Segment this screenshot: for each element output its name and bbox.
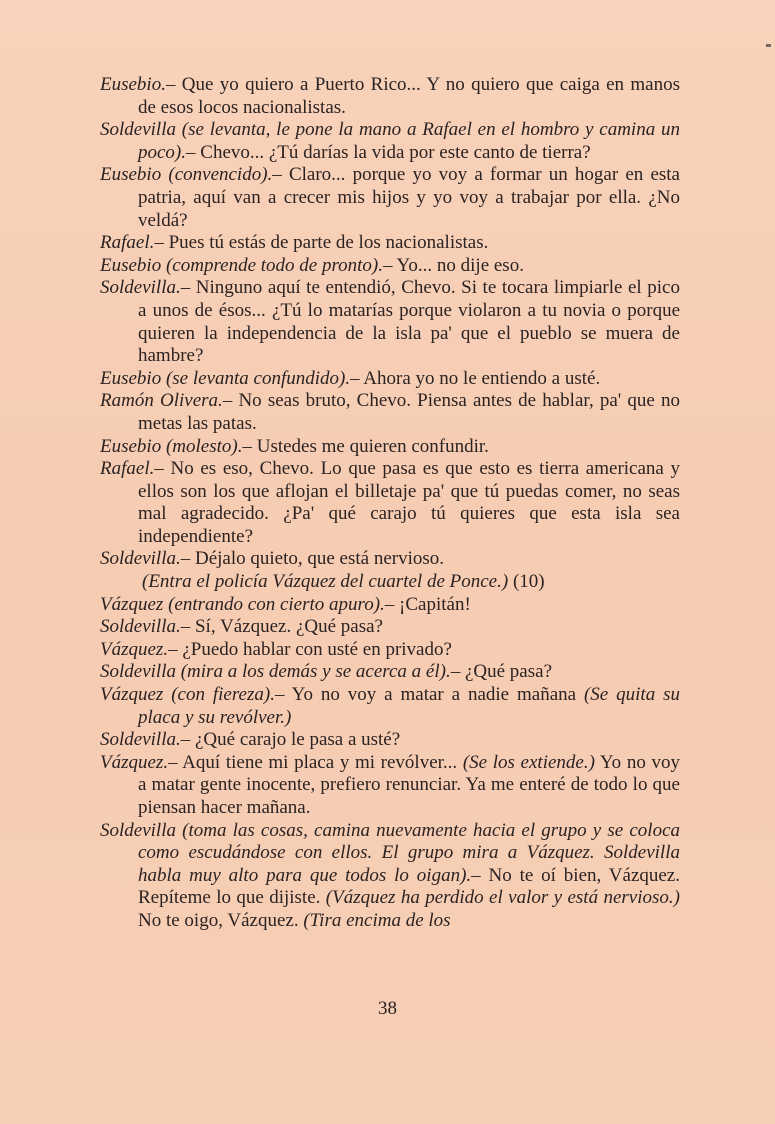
text-segment: – Chevo... ¿Tú darías la vida por este canto de tierra? — [186, 141, 591, 163]
dialogue-entry — [100, 277, 680, 367]
italic-segment: (Tira encima de los — [303, 909, 451, 931]
dialogue-entry — [100, 74, 680, 119]
text-segment: – Ahora yo no le entiendo a usté. — [350, 367, 601, 389]
italic-segment: Soldevilla (se levanta, le pone la mano a Rafael en el hombro y camina un poco). — [100, 119, 680, 163]
dialogue-entry — [100, 729, 680, 752]
text-segment: Yo no voy a matar gente inocente, prefiero renunciar. Ya me enteré de todo lo que piensan hacer mañana. — [138, 751, 680, 818]
text-segment: – Pues tú estás de parte de los nacionalistas. — [154, 232, 489, 254]
text-segment: – ¿Qué carajo le pasa a usté? — [180, 729, 401, 751]
dialogue-entry — [100, 752, 680, 820]
dialogue-entry — [100, 390, 680, 435]
italic-segment: Rafael. — [100, 458, 155, 480]
play-text — [100, 74, 680, 933]
dialogue-entry — [100, 548, 680, 571]
italic-segment: Vázquez (entrando con cierto apuro). — [100, 593, 385, 615]
dialogue-entry — [100, 594, 680, 617]
italic-segment: Eusebio (se levanta confundido). — [100, 367, 351, 389]
dialogue-entry — [100, 368, 680, 391]
dialogue-entry — [100, 820, 680, 933]
text-segment: No te oigo, Vázquez. — [138, 909, 304, 931]
dialogue-entry — [100, 164, 680, 232]
text-segment: – Claro... porque yo voy a formar un hogar en esta patria, aquí van a crecer mis hijos y yo voy a trabajar por ella. ¿No veldá? — [138, 164, 680, 231]
italic-segment: Eusebio (convencido). — [100, 164, 273, 186]
italic-segment: (Entra el policía Vázquez del cuartel de Ponce.) — [142, 571, 509, 593]
dialogue-entry — [100, 684, 680, 729]
dialogue-entry — [100, 255, 680, 278]
page-number: 38 — [378, 998, 397, 1019]
italic-segment: Vázquez. — [100, 638, 169, 660]
italic-segment: Rafael. — [100, 232, 155, 254]
text-segment: – No seas bruto, Chevo. Piensa antes de hablar, pa' que no metas las patas. — [138, 390, 680, 434]
text-segment: – Sí, Vázquez. ¿Qué pasa? — [180, 616, 383, 638]
text-segment: – Yo no voy a matar a nadie mañana — [274, 684, 584, 706]
dialogue-entry — [100, 661, 680, 684]
italic-segment: Vázquez (con fiereza). — [100, 684, 275, 706]
text-segment: (10) — [508, 571, 545, 593]
dialogue-entry — [100, 616, 680, 639]
italic-segment: Soldevilla. — [100, 616, 181, 638]
italic-segment: (Vázquez ha perdido el valor y está nervioso.) — [325, 887, 680, 909]
dialogue-entry — [100, 232, 680, 255]
dialogue-entry — [100, 458, 680, 548]
text-segment: – Que yo quiero a Puerto Rico... Y no quiero que caiga en manos de esos locos nacionalistas. — [138, 74, 680, 118]
italic-segment: Vázquez. — [100, 751, 169, 773]
italic-segment: Soldevilla (mira a los demás y se acerca a él). — [100, 661, 451, 683]
italic-segment: Eusebio (comprende todo de pronto). — [100, 254, 384, 276]
text-segment: – Déjalo quieto, que está nervioso. — [180, 548, 445, 570]
italic-segment: Eusebio (molesto). — [100, 435, 243, 457]
text-segment: – ¡Capitán! — [384, 593, 471, 615]
text-segment: – Yo... no dije eso. — [383, 254, 524, 276]
text-segment: – Ustedes me quieren confundir. — [242, 435, 489, 457]
text-segment: – Ninguno aquí te entendió, Chevo. Si te tocara limpiarle el pico a unos de ésos... ¿Tú lo matarías porque violaron a tu novia o porque quieren la independencia de la isla pa' que el pueblo se muera de hambre? — [138, 277, 680, 367]
dialogue-entry — [100, 119, 680, 164]
text-segment: – No te oí bien, Vázquez. Repíteme lo que dijiste. — [138, 864, 680, 909]
dialogue-entry — [100, 436, 680, 459]
text-segment: – No es eso, Chevo. Lo que pasa es que esto es tierra americana y ellos son los que aflojan el billetaje pa' que tú puedas comer, no seas mal agradecido. ¿Pa' qué carajo tú quieres que esta isla sea independiente? — [138, 458, 680, 547]
text-segment: – ¿Qué pasa? — [450, 661, 552, 683]
italic-segment: (Se quita su placa y su revólver.) — [138, 684, 680, 728]
dialogue-entry — [100, 639, 680, 662]
text-segment: – ¿Puedo hablar con usté en privado? — [168, 638, 452, 660]
italic-segment: Eusebio. — [100, 74, 166, 95]
italic-segment: (Se los extiende.) — [462, 751, 595, 773]
italic-segment: Soldevilla. — [100, 548, 181, 570]
stage-direction — [100, 571, 680, 594]
italic-segment: Soldevilla. — [100, 729, 181, 751]
text-segment: – Aquí tiene mi placa y mi revólver... — [168, 751, 463, 773]
italic-segment: Ramón Olivera. — [100, 390, 223, 412]
italic-segment: Soldevilla (toma las cosas, camina nuevamente hacia el grupo y se coloca como escudándose con ellos. El grupo mira a Vázquez. Soldevilla habla muy alto para que todos lo oigan). — [100, 819, 680, 886]
italic-segment: Soldevilla. — [100, 277, 181, 299]
page-edge-mark — [766, 44, 771, 47]
